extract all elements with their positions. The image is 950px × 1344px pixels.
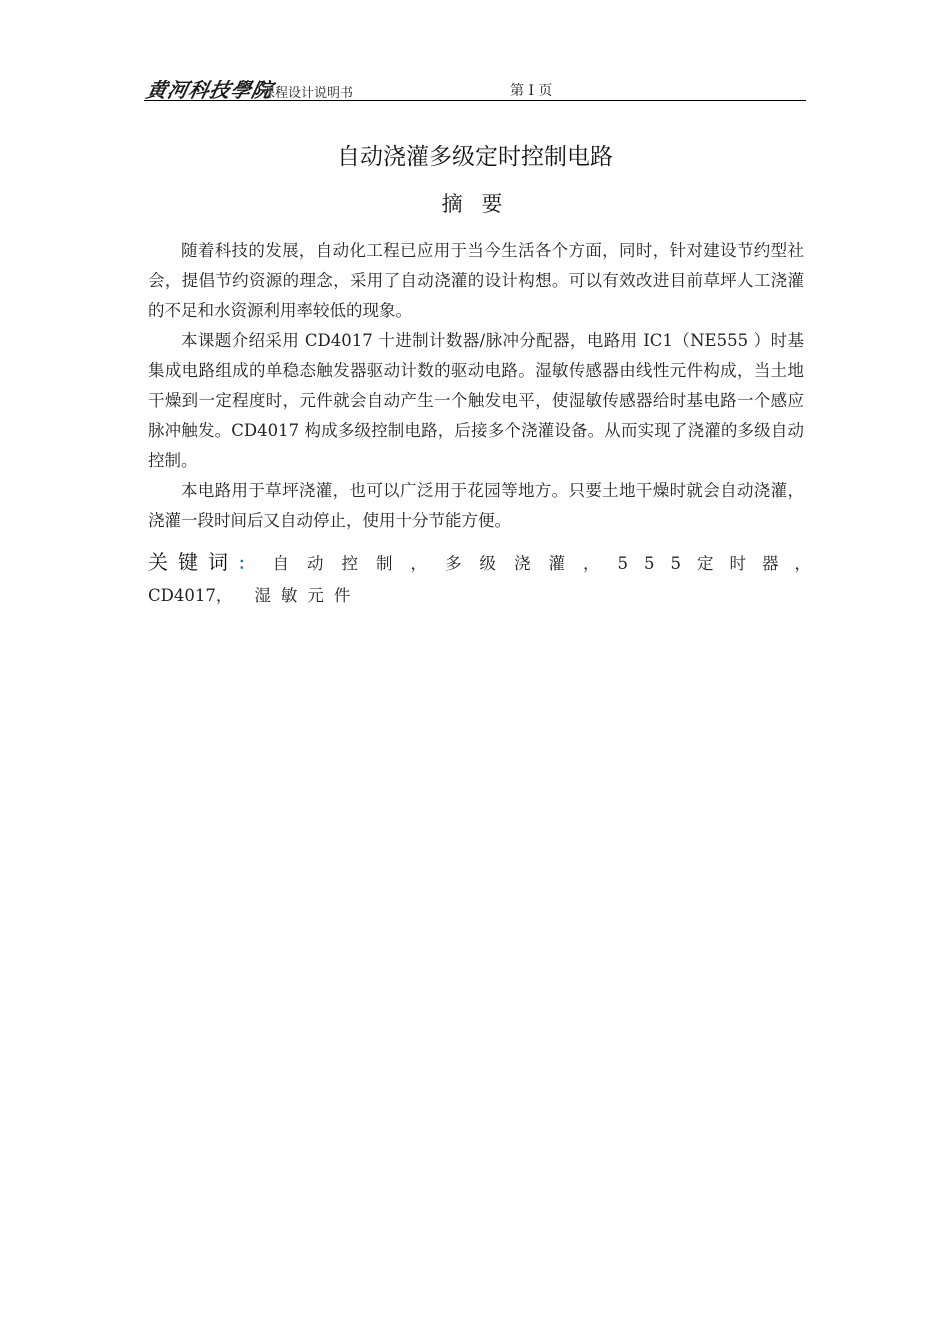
abstract-heading: 摘 要 [441,192,509,216]
abstract-body [148,236,804,536]
page-header [144,72,806,101]
page-number: 第 I 页 [510,83,553,99]
keyword-item: 555定时器， [617,554,827,573]
abstract-paragraph-1: 随着科技的发展，自动化工程已应用于当今生活各个方面，同时，针对建设节约型社会，提倡节约资源的理念，采用了自动浇灌的设计构想。可以有效改进目前草坪人工浇灌的不足和水资源利用率较低的现象。 [148,241,804,320]
institution-logo: 黄河科技學院 [144,78,276,102]
abstract-paragraph-3: 本电路用于草坪浇灌，也可以广泛用于花园等地方。只要土地干燥时就会自动浇灌，浇灌一段时间后又自动停止，使用十分节能方便。 [148,481,804,530]
keywords-line-2 [148,580,810,612]
keywords-line-1 [148,546,827,580]
keywords-section [148,546,827,612]
abstract-paragraph-2: 本课题介绍采用 CD4017 十进制计数器/脉冲分配器，电路用 IC1（NE555 ）时基集成电路组成的单稳态触发器驱动计数的驱动电路。湿敏传感器由线性元件构成，当土地干燥到一定程度时，元件就会自动产生一个触发电平，使湿敏传感器给时基电路一个感应脉冲触发。CD4017 构成多级控制电路，后接多个浇灌设备。从而实现了浇灌的多级自动控制。 [148,331,804,470]
document-type-label: 课程设计说明书 [262,86,354,101]
keyword-item: 自动控制， [272,554,445,573]
keywords-label: 关键词 [148,550,238,574]
keywords-colon: ： [238,554,255,573]
keyword-item: CD4017， [148,586,233,605]
keyword-item: 多级浇灌， [445,554,618,573]
document-title: 自动浇灌多级定时控制电路 [337,144,613,170]
keyword-item: 湿敏元件 [254,586,361,605]
